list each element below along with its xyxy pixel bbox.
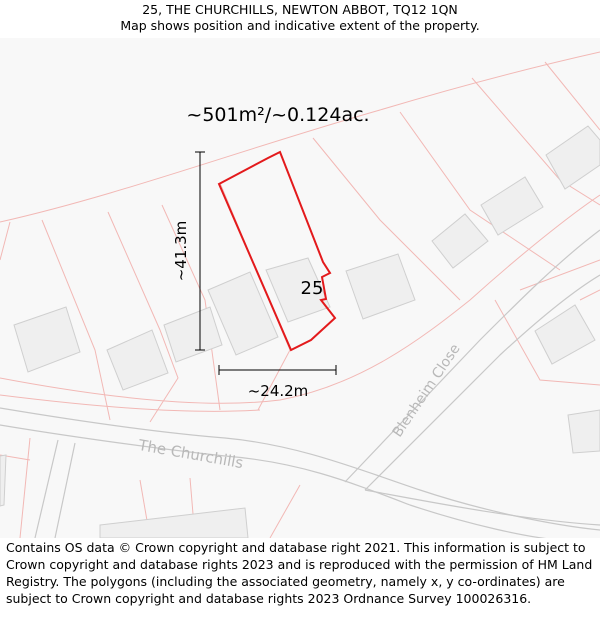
house-number-label: 25 — [300, 278, 324, 299]
property-address-title: 25, THE CHURCHILLS, NEWTON ABBOT, TQ12 1QN — [142, 2, 458, 17]
map-subtitle: Map shows position and indicative extent of the property. — [120, 18, 480, 33]
building — [0, 455, 6, 506]
buildings — [0, 126, 600, 538]
building — [546, 126, 600, 189]
page-header — [0, 0, 600, 40]
building — [107, 330, 168, 390]
area-label: ~501m²/~0.124ac. — [186, 104, 370, 126]
building — [346, 254, 415, 319]
building — [164, 307, 222, 362]
road-label-the-churchills: The Churchills — [137, 436, 245, 473]
building — [481, 177, 543, 235]
building — [14, 307, 80, 372]
height-label: ~41.3m — [172, 220, 190, 282]
map-canvas[interactable] — [0, 38, 600, 538]
building — [535, 305, 595, 364]
road-label-blenheim-close: Blenheim Close — [389, 341, 464, 441]
building — [432, 214, 488, 268]
building — [100, 508, 248, 538]
copyright-notice: Contains OS data © Crown copyright and database right 2021. This information is subject to Crown copyright and database rights 2023 and is reproduced with the permission of HM Land Registry. The polygons (including the associated geometry, namely x, y co-ordinates) are subject to Crown copyright and database rights 2023 Ordnance Survey 100026316. — [6, 540, 593, 606]
building — [568, 410, 600, 453]
width-label: ~24.2m — [247, 382, 309, 400]
map-panel[interactable] — [0, 38, 600, 538]
